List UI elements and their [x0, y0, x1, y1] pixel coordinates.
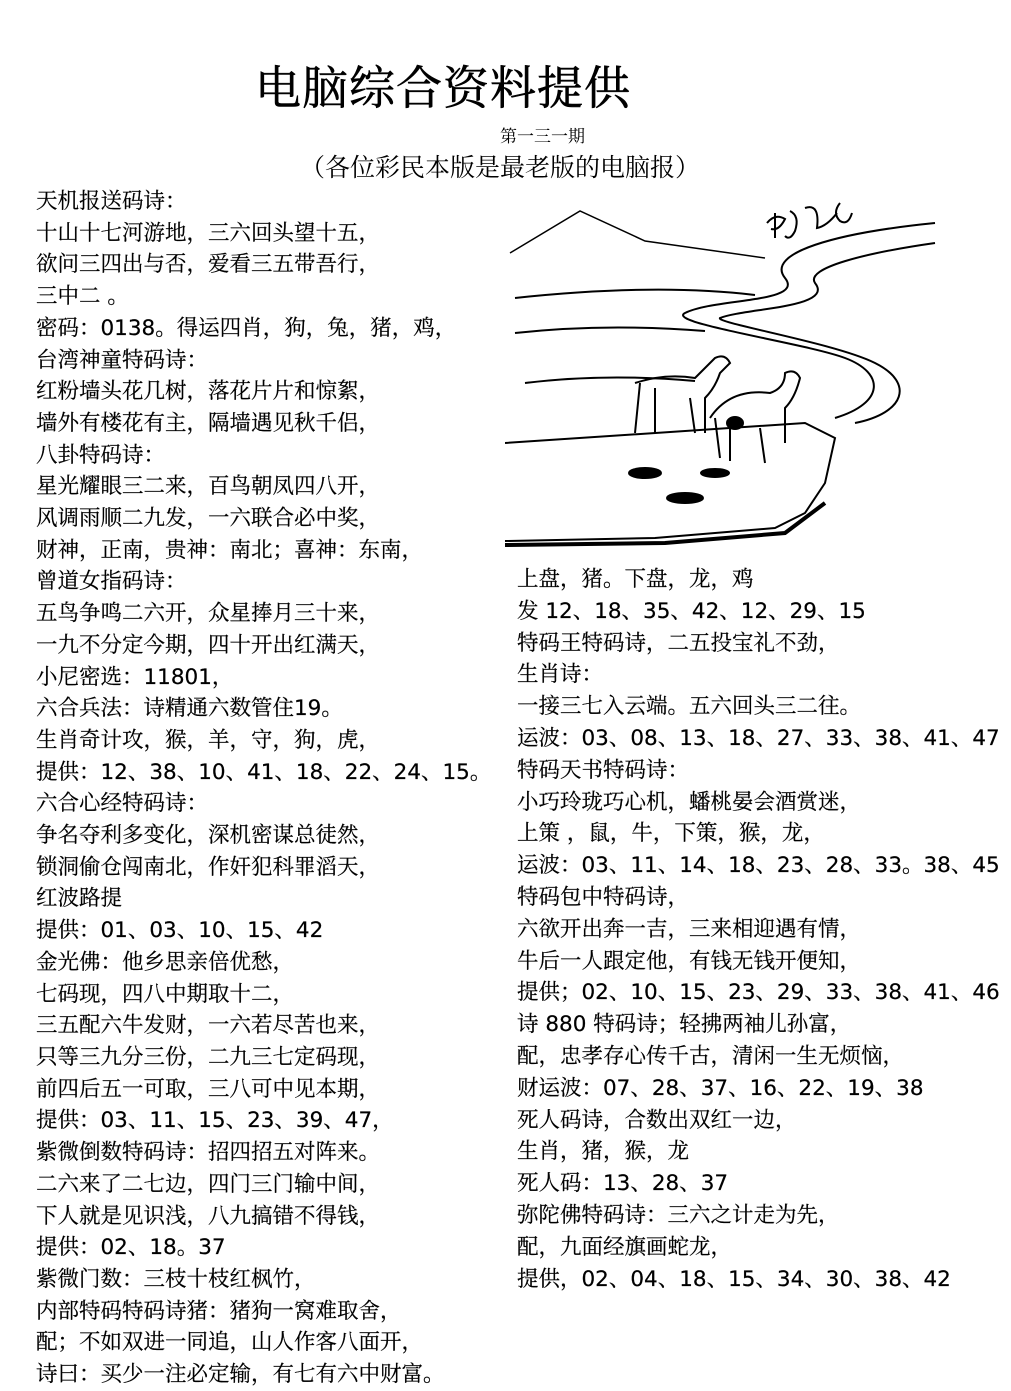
text-line: 提供，02、04、18、15、34、30、38、42 — [517, 1266, 951, 1292]
text-line: 密码：0138。得运四肖，狗，兔，猪，鸡， — [36, 315, 457, 341]
text-line: 上盘，猪。下盘，龙，鸡 — [517, 567, 754, 592]
text-line: 生肖奇计攻，猴，羊，守，狗，虎， — [36, 727, 381, 753]
text-line: 生肖，猪，猴，龙 — [517, 1139, 690, 1165]
text-line: 提供：02、18。37 — [36, 1235, 226, 1261]
text-line: 财神，正南，贵神：南北；喜神：东南， — [36, 537, 424, 563]
text-line: 牛后一人跟定他，有钱无钱开便知， — [517, 948, 862, 974]
text-line: 三中二 。 — [36, 284, 129, 310]
text-line: 十山十七河游地，三六回头望十五， — [36, 220, 381, 246]
text-line: 诗 880 特码诗；轻拂两袖儿孙富， — [517, 1012, 852, 1038]
mountain-icon — [510, 211, 765, 258]
page-subtitle: （各位彩民本版是最老版的电脑报） — [300, 153, 701, 182]
text-line: 死人码诗，合数出双红一边， — [517, 1107, 797, 1133]
text-line: 小巧玲珑巧心机，蟠桃晏会酒赏迷， — [517, 789, 862, 815]
text-line: 金光佛：他乡思亲倍优愁， — [36, 949, 295, 975]
text-line: 运波：03、08、13、18、27、33、38、41、47 — [517, 725, 1000, 751]
text-line: 二六来了二七边，四门三门输中间， — [36, 1171, 381, 1197]
text-line: 墙外有楼花有主，隔墙遇见秋千侣， — [36, 410, 381, 436]
text-line: 前四后五一可取，三八可中见本期， — [36, 1076, 381, 1102]
text-line: 只等三九分三份，二九三七定码现， — [36, 1044, 381, 1070]
text-line: 紫微门数：三枝十枝红枫竹， — [36, 1266, 316, 1292]
text-line: 台湾神童特码诗： — [36, 347, 209, 373]
text-line: 上策 ，鼠，牛，下策，猴，龙， — [517, 821, 825, 847]
signature-logo — [767, 203, 852, 238]
text-line: 六合兵法：诗精通六数管住19。 — [36, 696, 343, 722]
page-title: 电脑综合资料提供 — [255, 61, 631, 115]
text-line: 小尼密选：11801， — [36, 664, 234, 690]
text-line: 提供；02、10、15、23、29、33、38、41、46 — [517, 980, 1000, 1006]
right-column — [517, 564, 1000, 1295]
text-line: 欲问三四出与否，爱看三五带吾行， — [36, 252, 381, 278]
text-line: 天机报送码诗： — [36, 189, 187, 214]
text-line: 生肖诗： — [517, 662, 604, 688]
left-column — [36, 186, 491, 1391]
text-line: 运波：03、11、14、18、23、28、33。38、45 — [517, 853, 1000, 879]
text-line: 配；不如双进一同追，山人作客八面开， — [36, 1330, 424, 1356]
text-line: 八卦特码诗： — [36, 442, 166, 468]
text-line: 下人就是见识浅，八九搞错不得钱， — [36, 1203, 381, 1229]
text-line: 曾道女指码诗： — [36, 569, 187, 595]
text-line: 特码王特码诗，二五投宝礼不劲， — [517, 630, 840, 656]
text-line: 特码天书特码诗： — [517, 757, 690, 783]
text-line: 诗曰：买少一注必定输，有七有六中财富。 — [36, 1362, 445, 1388]
text-line: 一九不分定今期，四十开出红满天， — [36, 632, 381, 658]
text-line: 争名夺利多变化，深机密谋总徒然， — [36, 823, 381, 849]
text-line: 七码现，四八中期取十二， — [36, 981, 295, 1007]
text-line: 死人码：13、28、37 — [517, 1171, 729, 1197]
text-line: 特码包中特码诗， — [517, 884, 690, 910]
landscape-illustration — [505, 183, 937, 553]
text-line: 配，忠孝存心传千古，清闲一生无烦恼， — [517, 1043, 905, 1069]
text-line: 锁洞偷仓闯南北，作奸犯科罪滔天， — [36, 854, 381, 880]
text-line: 六欲开出奔一吉，三来相迎遇有情， — [517, 916, 862, 942]
ox-icon — [710, 371, 800, 463]
text-line: 弥陀佛特码诗：三六之计走为先， — [517, 1202, 840, 1228]
text-line: 一接三七入云端。五六回头三二往。 — [517, 694, 862, 720]
text-line: 内部特码特码诗猪：猪狗一窝难取舍， — [36, 1298, 402, 1324]
text-line: 六合心经特码诗： — [36, 791, 209, 817]
text-line: 发 12、18、35、42、12、29、15 — [517, 598, 866, 624]
text-line: 配，九面经旗画蛇龙， — [517, 1234, 733, 1260]
text-line: 提供：12、38、10、41、18、22、24、15。 — [36, 759, 492, 785]
text-line: 紫微倒数特码诗：招四招五对阵来。 — [36, 1140, 381, 1166]
text-line: 星光耀眼三二来，百鸟朝凤四八开， — [36, 474, 381, 500]
text-line: 财运波：07、28、37、16、22、19、38 — [517, 1075, 924, 1101]
text-line: 风调雨顺二九发，一六联合必中奖， — [36, 506, 381, 532]
text-line: 提供：01、03、10、15、42 — [36, 918, 324, 944]
text-line: 五鸟争鸣二六开，众星捧月三十来， — [36, 601, 381, 627]
text-line: 三五配六牛发财，一六若尽苦也来， — [36, 1013, 381, 1039]
text-line: 红粉墙头花几树，落花片片和惊絮， — [36, 379, 381, 405]
issue-number: 第一三一期 — [500, 127, 585, 147]
text-line: 红波路提 — [36, 886, 123, 912]
text-line: 提供：03、11、15、23、39、47， — [36, 1108, 394, 1134]
